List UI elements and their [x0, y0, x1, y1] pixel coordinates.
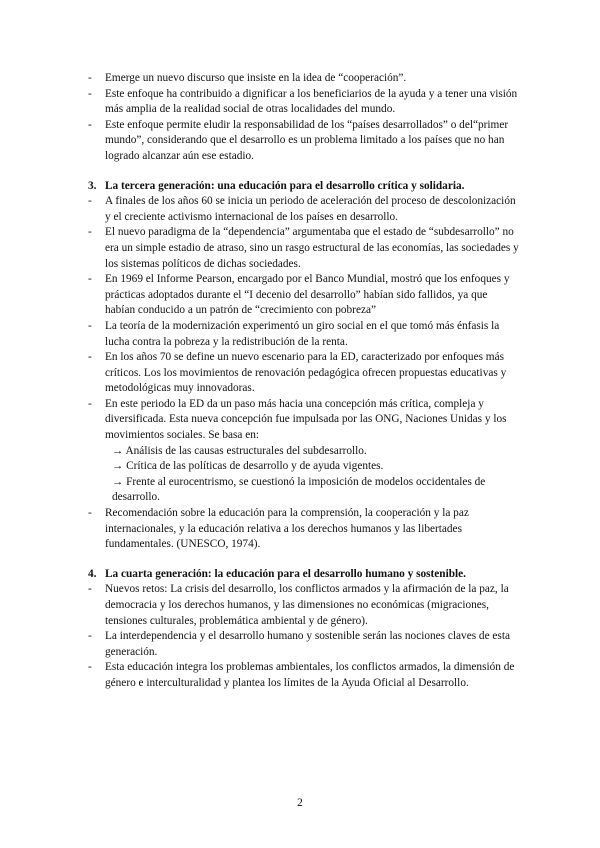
sub-item: → Análisis de las causas estructurales del subdesarrollo. — [112, 444, 367, 457]
list-item-text: El nuevo paradigma de la “dependencia” argumentaba que el estado de “subdesarrollo” no era un simple estadio de atraso, sino un rasgo estructural de las economías, las sociedades y los sistemas políticos de dichas sociedades. — [105, 226, 519, 270]
section-number: 3. — [88, 179, 97, 192]
list-item — [88, 350, 520, 397]
section-title: La cuarta generación: la educación para el desarrollo humano y sostenible. — [105, 567, 466, 580]
section-4-bullet-list — [88, 582, 520, 691]
intro-bullet-list — [88, 71, 520, 165]
section-number: 4. — [88, 567, 97, 580]
section-3-bullet-list — [88, 194, 520, 553]
list-item — [88, 118, 520, 165]
list-item — [88, 629, 520, 660]
list-item — [88, 225, 520, 272]
list-item-text: Emerge un nuevo discurso que insiste en la idea de “cooperación”. — [105, 72, 407, 84]
sub-item: → Frente al eurocentrismo, se cuestionó la imposición de modelos occidentales de desarrollo. — [112, 475, 486, 504]
list-item — [88, 506, 520, 553]
list-item-text: La teoría de la modernización experimentó un giro social en el que tomó más énfasis la lucha contra la pobreza y la redistribución de la renta. — [105, 319, 500, 348]
list-item-text: Recomendación sobre la educación para la comprensión, la cooperación y la paz internacionales, y la educación relativa a los derechos humanos y las libertades fundamentales. (UNESCO, 1974). — [105, 507, 469, 551]
bullet-dash: - — [88, 195, 92, 208]
bullet-dash: - — [88, 319, 92, 332]
list-item-text: La interdependencia y el desarrollo humano y sostenible serán las nociones claves de esta generación. — [105, 630, 510, 658]
list-item — [88, 582, 520, 629]
list-item-text: Este enfoque ha contribuido a dignificar a los beneficiarios de la ayuda y a tener una visión más amplia de la realidad social de otras localidades del mundo. — [105, 87, 518, 116]
bullet-dash: - — [88, 661, 92, 674]
list-item — [88, 194, 520, 225]
bullet-dash: - — [88, 72, 92, 84]
page-content — [88, 71, 520, 692]
bullet-dash: - — [88, 118, 92, 131]
section-4-heading — [88, 567, 520, 583]
list-item-text: Esta educación integra los problemas ambientales, los conflictos armados, la dimensión de género e interculturalidad y plantea los límites de la Ayuda Oficial al Desarrollo. — [105, 661, 515, 689]
list-item — [88, 319, 520, 350]
bullet-dash: - — [88, 583, 92, 596]
list-item — [88, 660, 520, 691]
list-item-text: A finales de los años 60 se inicia un periodo de aceleración del proceso de descolonización y el creciente activismo internacional de los países en desarrollo. — [105, 195, 516, 223]
bullet-dash: - — [88, 351, 92, 364]
list-item-text: Nuevos retos: La crisis del desarrollo, los conflictos armados y la afirmación de la paz, la democracia y los derechos humanos, y las dimensiones no económicas (migraciones, tensiones culturales, problemática ambiental y de género). — [105, 583, 509, 627]
bullet-dash: - — [88, 507, 92, 520]
bullet-dash: - — [88, 273, 92, 286]
list-item — [88, 71, 520, 87]
list-item-text: Este enfoque permite eludir la responsabilidad de los “países desarrollados” o del“primer mundo”, considerando que el desarrollo es un problema limitado a los países que no han logrado alcanzar aún ese estadio. — [105, 118, 509, 162]
bullet-dash: - — [88, 226, 92, 239]
list-item — [88, 272, 520, 319]
sub-item: → Crítica de las políticas de desarrollo y de ayuda vigentes. — [112, 460, 384, 473]
page-number: 2 — [297, 797, 303, 809]
list-item — [88, 397, 520, 506]
list-item — [88, 87, 520, 118]
section-title: La tercera generación: una educación para el desarrollo crítica y solidaria. — [105, 179, 465, 192]
list-item-text: En 1969 el Informe Pearson, encargado por el Banco Mundial, mostró que los enfoques y prácticas adoptados durante el “I decenio del desarrollo” habían sido fallidos, ya que habían conducido a un patrón de “crecimiento con pobreza” — [105, 273, 510, 317]
bullet-dash: - — [88, 397, 92, 410]
list-item-text: En los años 70 se define un nuevo escenario para la ED, caracterizado por enfoques más críticos. Los los movimientos de renovación pedagógica ofrecen propuestas educativas y metodológicas muy innovadoras. — [105, 351, 507, 395]
list-item-text: En este periodo la ED da un paso más hacia una concepción más crítica, compleja y diversificada. Esta nueva concepción fue impulsada por las ONG, Naciones Unidas y los movimientos sociales. Se basa en: — [105, 397, 507, 442]
bullet-dash: - — [88, 87, 92, 100]
bullet-dash: - — [88, 630, 92, 643]
section-3-heading — [88, 179, 520, 195]
